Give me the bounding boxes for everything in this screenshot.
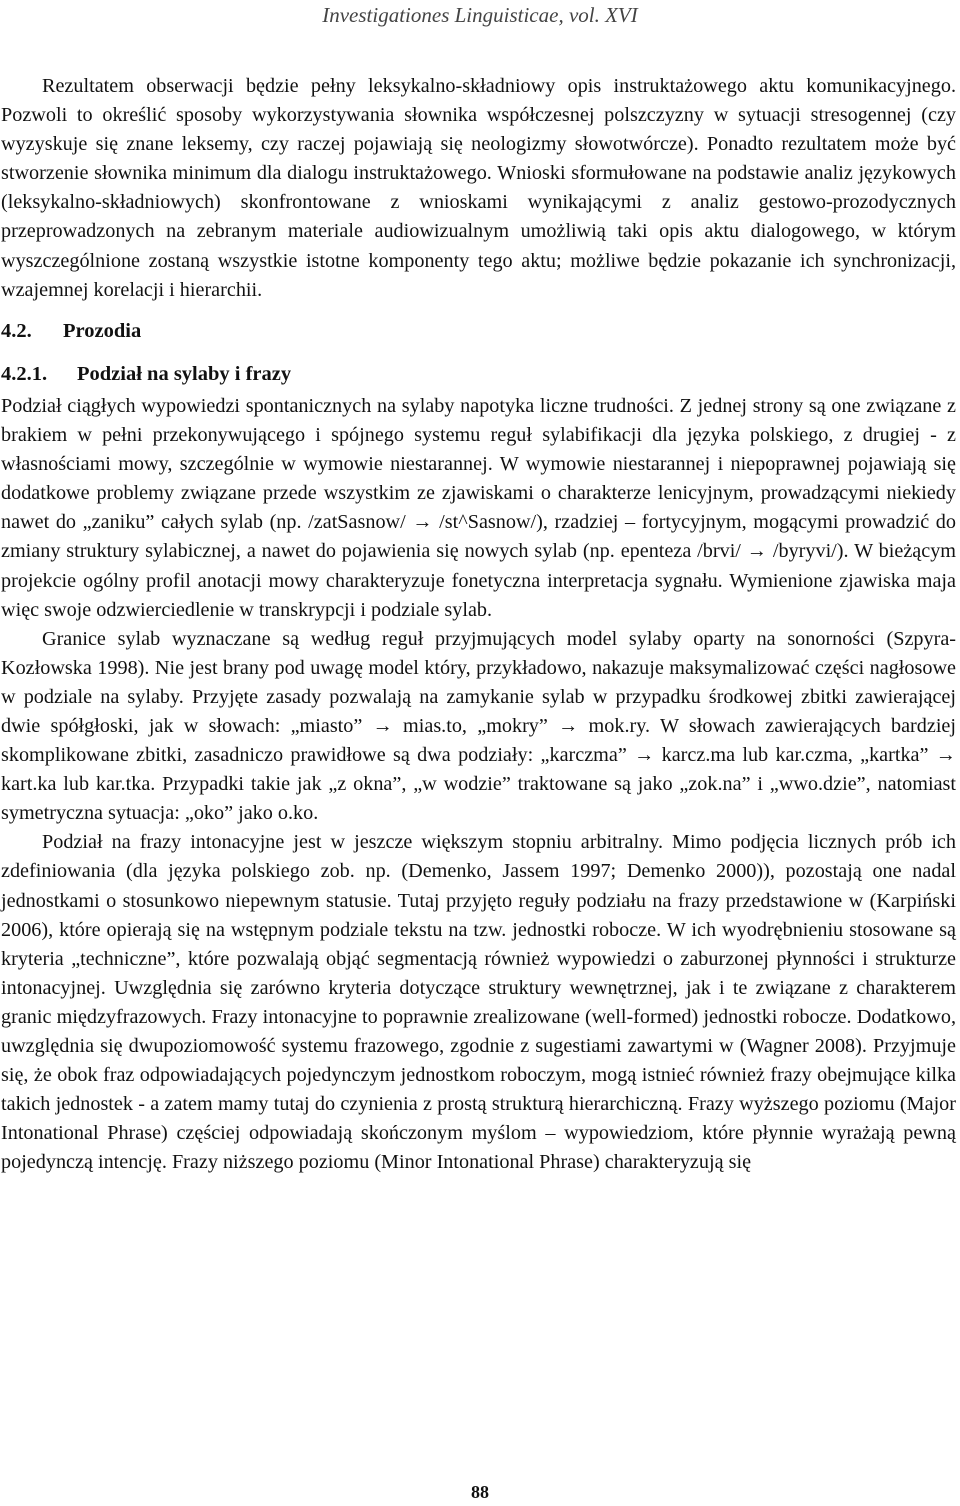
section-heading-4-2 bbox=[1, 317, 956, 346]
paragraph-syllables: Podział ciągłych wypowiedzi spontanicznych na sylaby napotyka liczne trudności. Z jednej strony są one związane z brakiem w pełni przekonywującego i spójnego systemu reguł sylabifikacji dla języka polskiego, z drugiej - z własnościami mowy, szczególnie w wymowie niestarannej. W wymowie niestarannej i niepoprawnej pojawiają się dodatkowe problemy związane przede wszystkim ze zjawiskami o charakterze lenicyjnym, prowadzącymi niekiedy nawet do „zaniku” całych sylab (np. /zatSasnow/ → /st^Sasnow/), rzadziej – fortycyjnym, mogącymi prowadzić do zmiany struktury sylabicznej, a nawet do pojawienia się nowych sylab (np. epenteza /brvi/ → /byryvi/). W bieżącym projekcie ogólny profil anotacji mowy charakteryzuje fonetyczna interpretacja sygnału. Wymienione zjawiska maja więc swoje odzwierciedlenie w transkrypcji i podziale sylab. bbox=[1, 394, 956, 621]
subsection-heading-4-2-1 bbox=[1, 360, 956, 389]
subsection-number: 4.2.1. bbox=[1, 362, 48, 385]
section-number: 4.2. bbox=[1, 319, 32, 342]
paragraph-intro: Rezultatem obserwacji będzie pełny leksykalno-składniowy opis instruktażowego aktu komunikacyjnego. Pozwoli to określić sposoby wykorzystywania słownika współczesnej polszczyzny w sytuacji stresogennej (czy wyzyskuje się znane leksemy, czy raczej pojawiają się neologizmy słowotwórcze). Ponadto rezultatem może być stworzenie słownika minimum dla dialogu instruktażowego. Wnioski sformułowane na podstawie analiz językowych (leksykalno-składniowych) skonfrontowane z wnioskami wynikającymi z analiz gestowo-prozodycznych przeprowadzonych na zebranym materiale audiowizualnym umożliwią taki opis aktu dialogowego, w którym wyszczególnione zostaną wszystkie istotne komponenty tego aktu; możliwe będzie pokazanie ich synchronizacji, wzajemnej korelacji i hierarchii. bbox=[1, 75, 956, 301]
page-number: 88 bbox=[471, 1482, 489, 1502]
subsection-title: Podział na sylaby i frazy bbox=[77, 362, 292, 385]
running-header: Investigationes Linguisticae, vol. XVI bbox=[322, 3, 638, 27]
paragraph-phrases: Podział na frazy intonacyjne jest w jeszcze większym stopniu arbitralny. Mimo podjęcia licznych prób ich zdefiniowania (dla języka polskiego zob. np. (Demenko, Jassem 1997; Demenko 2000)), pozostają one nadal jednostkami o stosunkowo niepewnym statusie. Tutaj przyjęto reguły podziału na frazy przedstawione w (Karpiński 2006), które opierają się na wstępnym podziale tekstu na tzw. jednostki robocze. W ich wyodrębnieniu stosowane są kryteria „techniczne”, które pozwalają objąć segmentacją również wypowiedzi o zaburzonej płynności i strukturze intonacyjnej. Uwzględnia się zarówno kryteria dotyczące struktury wewnętrznej, jak i te związane z charakterem granic międzyfrazowych. Frazy intonacyjne to poprawnie zrealizowane (well-formed) jednostki robocze. Dodatkowo, uwzględnia się dwupoziomowość systemu frazowego, zgodnie z sugestiami zawartymi w (Wagner 2008). Przyjmuje się, że obok fraz odpowiadających pojedynczym jednostkom roboczym, mogą istnieć również frazy obejmujące kilka takich jednostek - a zatem mamy tutaj do czynienia z prostą strukturą hierarchiczną. Frazy wyższego poziomu (Major Intonational Phrase) częściej odpowiadają skończonym myślom – wypowiedziom, które płynnie wyrażają pewną pojedynczą intencję. Frazy niższego poziomu (Minor Intonational Phrase) charakteryzują się bbox=[1, 831, 956, 1174]
body-text bbox=[1, 72, 956, 1177]
section-title: Prozodia bbox=[63, 319, 142, 342]
paragraph-syllable-boundaries: Granice sylab wyznaczane są według reguł przyjmujących model sylaby oparty na sonorności (Szpyra-Kozłowska 1998). Nie jest brany pod uwagę model który, przykładowo, nakazuje maksymalizować części nagłosowe w podziale na sylaby. Przyjęte zasady pozwalają na zamykanie sylab w przypadku środkowej zbitki zawierającej dwie spółgłoski, jak w słowach: „miasto” → mias.to, „mokry” → mok.ry. W słowach zawierających bardziej skomplikowane zbitki, zasadniczo prawidłowe są dwa podziały: „karczma” → karcz.ma lub kar.czma, „kartka” → kart.ka lub kar.tka. Przypadki takie jak „z okna”, „w wodzie” traktowane są jako „zok.na” i „wwo.dzie”, natomiast symetryczna sytuacja: „oko” jako o.ko. bbox=[1, 627, 956, 825]
